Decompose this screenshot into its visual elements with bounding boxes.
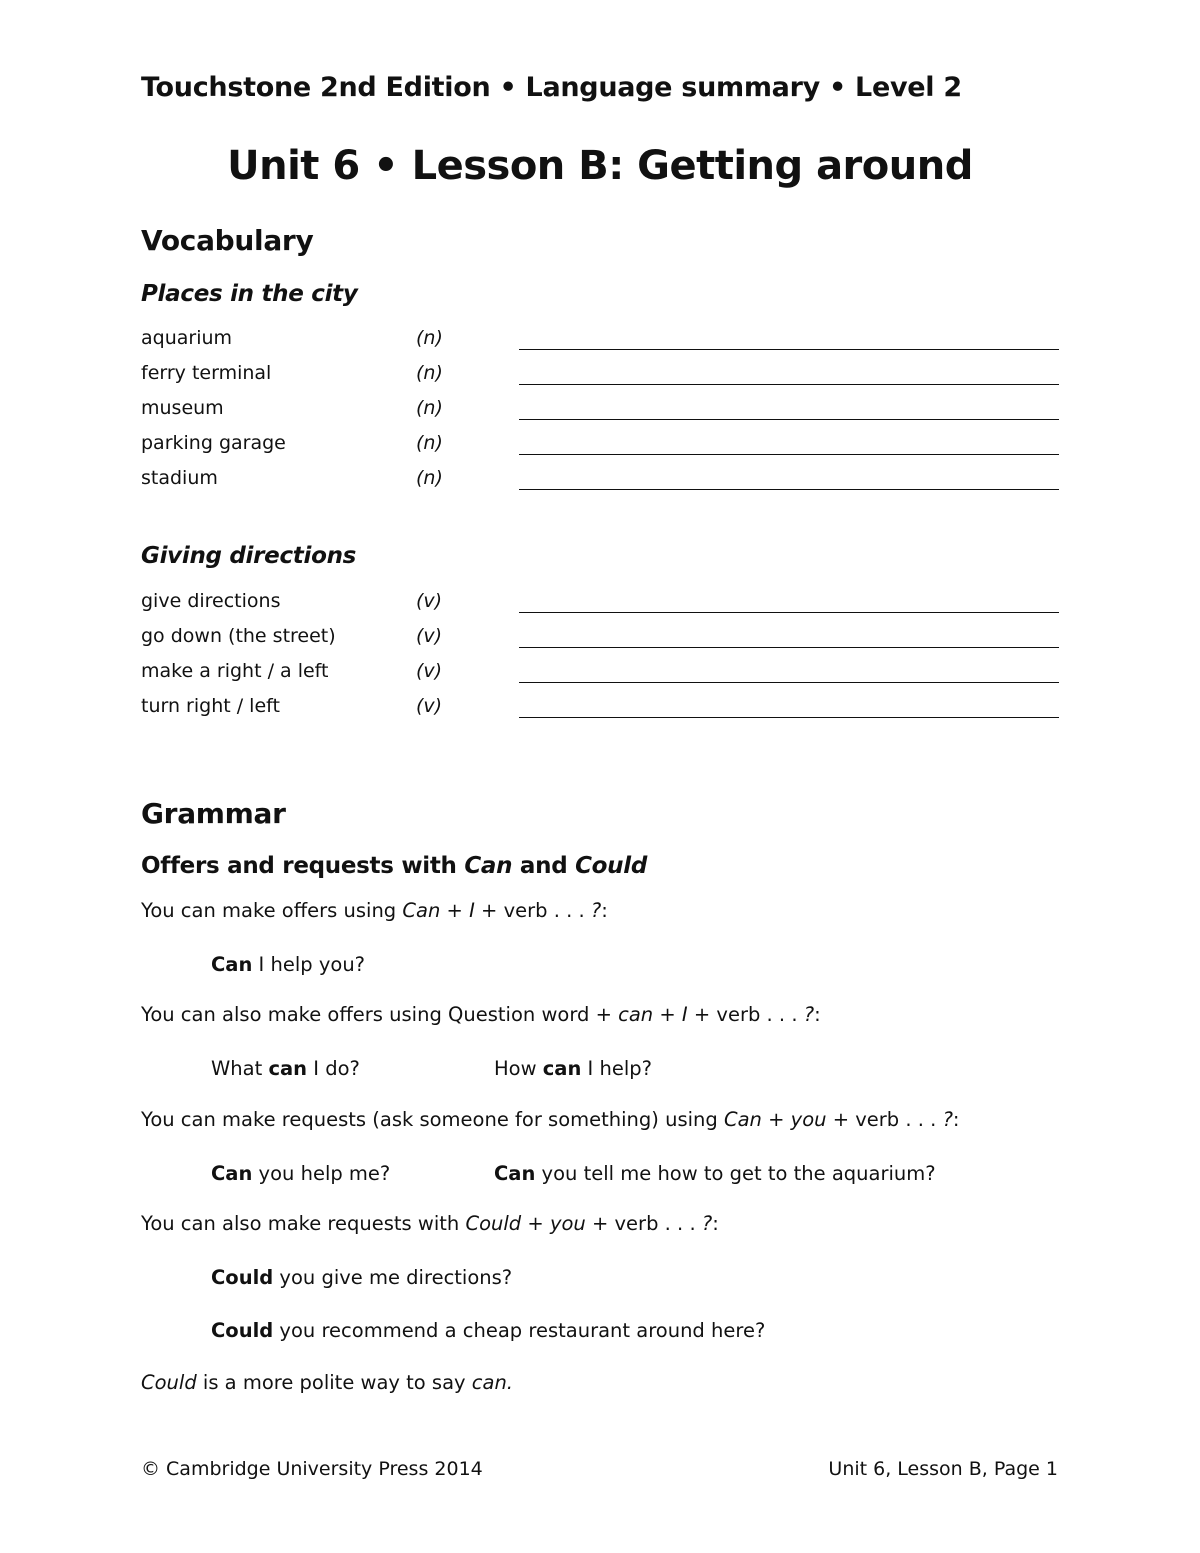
vocab-word: go down (the street) (141, 625, 336, 647)
text-run: I help? (581, 1057, 653, 1080)
vocab-row (0, 362, 1200, 397)
vocab-row (0, 327, 1200, 362)
text-run: you tell me how to get to the aquarium? (535, 1162, 936, 1185)
text-run: + (440, 899, 470, 922)
text-run: Could (211, 1266, 274, 1289)
example-sentence (211, 1319, 765, 1342)
answer-line[interactable] (519, 647, 1059, 648)
text-run: + (653, 1003, 682, 1026)
text-run: is a more polite way to say (196, 1371, 472, 1394)
text-run: + (761, 1108, 791, 1131)
vocabulary-heading: Vocabulary (141, 224, 314, 257)
text-run: you (549, 1212, 586, 1235)
answer-line[interactable] (519, 682, 1059, 683)
text-run: You can also make requests with (141, 1212, 466, 1235)
text-run: You can also make offers using Question word + (141, 1003, 619, 1026)
text-run: can (268, 1057, 308, 1080)
answer-line[interactable] (519, 349, 1059, 350)
text-run: can (618, 1003, 654, 1026)
text-run: What (211, 1057, 269, 1080)
vocab-row (0, 695, 1200, 730)
text-run: Can (723, 1108, 762, 1131)
grammar-rule (141, 1108, 960, 1131)
part-of-speech: (n) (416, 432, 443, 454)
answer-line[interactable] (519, 419, 1059, 420)
grammar-heading: Grammar (141, 797, 286, 830)
text-run: : (814, 1003, 821, 1026)
text-run: I do? (307, 1057, 360, 1080)
text-run: Can (402, 899, 441, 922)
answer-line[interactable] (519, 384, 1059, 385)
vocab-word: aquarium (141, 327, 233, 349)
vocab-word: give directions (141, 590, 281, 612)
example-sentence (211, 1162, 390, 1185)
answer-line[interactable] (519, 489, 1059, 490)
text-run: + verb . . . (826, 1108, 943, 1131)
vocab-row (0, 590, 1200, 625)
answer-line[interactable] (519, 612, 1059, 613)
text-run: Could (575, 853, 647, 879)
text-run: ? (942, 1108, 953, 1131)
text-run: : (712, 1212, 719, 1235)
text-run: I (469, 899, 475, 922)
vocab-word: turn right / left (141, 695, 280, 717)
vocab-row (0, 467, 1200, 502)
text-run: I (681, 1003, 688, 1026)
text-run: + verb . . . (585, 1212, 702, 1235)
text-run: + verb . . . (474, 899, 591, 922)
text-run: You can make requests (ask someone for something) using (141, 1108, 724, 1131)
text-run: you recommend a cheap restaurant around here? (273, 1319, 766, 1342)
part-of-speech: (n) (416, 362, 443, 384)
text-run: Offers and requests with (141, 853, 465, 879)
text-run: ? (803, 1003, 815, 1026)
text-run: ? (590, 899, 602, 922)
grammar-rule (141, 1003, 821, 1026)
vocab-word: ferry terminal (141, 362, 272, 384)
series-title: Touchstone 2nd Edition • Language summary • Level 2 (141, 72, 962, 103)
vocab-word: museum (141, 397, 224, 419)
text-run: ? (701, 1212, 713, 1235)
text-run: : (601, 899, 608, 922)
page-number-footer: Unit 6, Lesson B, Page 1 (828, 1458, 1058, 1480)
text-run: I help you? (252, 953, 366, 976)
part-of-speech: (v) (416, 590, 443, 612)
example-sentence (494, 1162, 936, 1185)
places-heading: Places in the city (141, 281, 358, 307)
part-of-speech: (n) (416, 327, 443, 349)
example-sentence (211, 1057, 360, 1080)
text-run: can (542, 1057, 582, 1080)
text-run: How (494, 1057, 543, 1080)
vocab-word: parking garage (141, 432, 286, 454)
text-run: can. (471, 1371, 514, 1394)
example-sentence (494, 1057, 652, 1080)
vocab-row (0, 432, 1200, 467)
grammar-rule (141, 1212, 719, 1235)
answer-line[interactable] (519, 454, 1059, 455)
grammar-subheading (141, 853, 647, 879)
text-run: + (521, 1212, 550, 1235)
vocab-row (0, 625, 1200, 660)
text-run: you (790, 1108, 827, 1131)
directions-heading: Giving directions (141, 543, 357, 569)
grammar-note (141, 1371, 513, 1394)
part-of-speech: (v) (416, 695, 443, 717)
vocab-word: make a right / a left (141, 660, 329, 682)
vocab-row (0, 660, 1200, 695)
text-run: Could (211, 1319, 274, 1342)
part-of-speech: (n) (416, 397, 443, 419)
unit-title: Unit 6 • Lesson B: Getting around (227, 143, 973, 189)
text-run: + verb . . . (687, 1003, 804, 1026)
copyright-footer: © Cambridge University Press 2014 (141, 1458, 483, 1480)
answer-line[interactable] (519, 717, 1059, 718)
part-of-speech: (v) (416, 625, 443, 647)
text-run: Can (211, 1162, 253, 1185)
example-sentence (211, 953, 365, 976)
text-run: Could (465, 1212, 522, 1235)
text-run: You can make offers using (141, 899, 403, 922)
text-run: you give me directions? (273, 1266, 513, 1289)
part-of-speech: (n) (416, 467, 443, 489)
text-run: you help me? (252, 1162, 391, 1185)
grammar-rule (141, 899, 608, 922)
text-run: Could (141, 1371, 197, 1394)
text-run: Can (464, 853, 513, 879)
vocab-row (0, 397, 1200, 432)
vocab-word: stadium (141, 467, 218, 489)
text-run: and (512, 853, 576, 879)
text-run: : (952, 1108, 960, 1131)
example-sentence (211, 1266, 512, 1289)
text-run: Can (211, 953, 253, 976)
text-run: Can (494, 1162, 536, 1185)
part-of-speech: (v) (416, 660, 443, 682)
